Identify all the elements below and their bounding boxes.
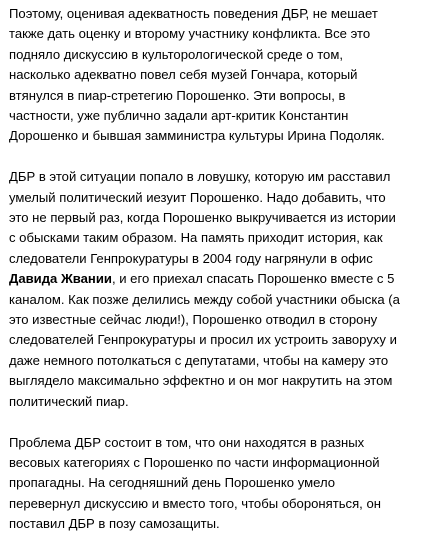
paragraph-2-text-after: , и его приехал спасать Порошенко вместе с 5 каналом. Как позже делились между собой участники обыска (а это известные сейчас люди!), Порошенко отводил в сторону следователей Генпрокуратуры и просил их устроить заворуху и даже немного потолкаться с депутатами, чтобы на камеру это выглядело максимально эффектно и он мог накрутить на этом политический пиар.: [9, 271, 400, 409]
bold-name-mention: Давида Жвании: [9, 271, 112, 287]
message-paragraph-1: Поэтому, оценивая адекватность поведения ДБР, не мешает также дать оценку и второму участнику конфликта. Все это подняло дискуссию в культорологической среде о том, насколько адекватно повел себя музей Гончара, который втянулся в пиар-стретегию Порошенко. Эти вопросы, в частности, уже публично задали арт-критик Константин Дорошенко и бывшая замминистра культуры Ирина Подоляк.: [9, 6, 385, 144]
message-paragraph-3: Проблема ДБР состоит в том, что они находятся в разных весовых категориях с Порошенко по части информационной пропагадны. На сегодняшний день Порошенко умело перевернул дискуссию и вместо того, чтобы обороняться, он поставил ДБР в позу самозащиты.: [9, 434, 381, 532]
paragraph-2-text-before: ДБР в этой ситуации попало в ловушку, которую им расставил умелый политический иезуит Порошенко. Надо добавить, что это не первый раз, когда Порошенко выкручивается из истории с обысками таким образом. На память приходит история, как следователи Генпрокуратуры в 2004 году нагрянули в офис: [9, 169, 396, 266]
message-paragraph-2: [9, 167, 423, 412]
